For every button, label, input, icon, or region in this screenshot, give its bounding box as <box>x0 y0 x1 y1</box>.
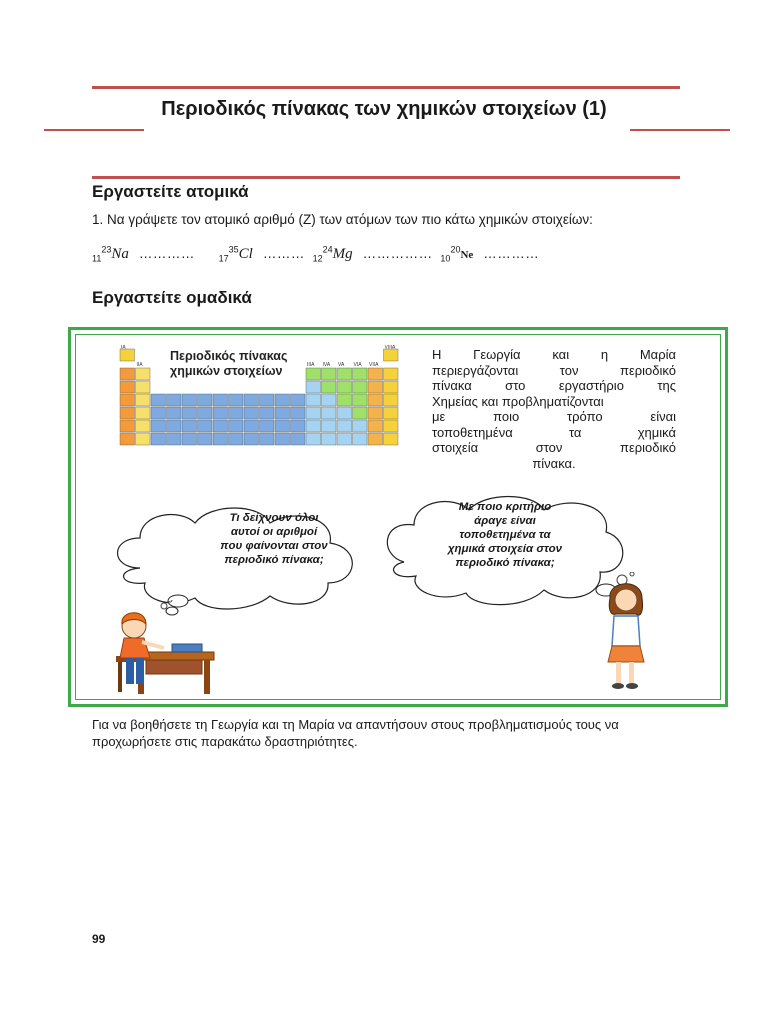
element-cell <box>306 420 321 432</box>
element-cell <box>120 381 135 393</box>
group-label: IIIA <box>307 362 315 368</box>
element-cell <box>306 381 321 393</box>
element-cell <box>182 407 197 419</box>
element-cell <box>337 381 352 393</box>
element-ne: $_{10}^{20}$Ne ………… <box>440 244 540 264</box>
element-cell <box>182 394 197 406</box>
element-cell <box>136 368 151 380</box>
element-cell <box>229 394 244 406</box>
element-cell <box>120 407 135 419</box>
element-cell <box>120 433 135 445</box>
group-label: IA <box>121 345 126 351</box>
element-cell <box>322 394 337 406</box>
element-cell <box>260 420 275 432</box>
story-text: Η Γεωργία και η Μαρία περιεργάζονται τον περιοδικό πίνακα στο εργαστήριο της Χημείας και προβληματίζονται με ποιο τρόπο είναι τοποθετημένα τα χημικά στοιχεία στον περιοδικό πίνακα. <box>432 347 676 471</box>
element-cell <box>198 394 213 406</box>
element-cell <box>322 381 337 393</box>
element-cell <box>275 433 290 445</box>
element-cell <box>260 394 275 406</box>
element-cell <box>151 420 166 432</box>
element-cell <box>244 433 259 445</box>
periodic-table-image <box>118 345 418 475</box>
element-cell <box>120 420 135 432</box>
element-cell <box>291 420 306 432</box>
element-cell <box>244 420 259 432</box>
answer-blank[interactable]: ………… <box>138 245 195 261</box>
element-cell <box>151 407 166 419</box>
element-cell <box>136 394 151 406</box>
answer-blank[interactable]: ……… <box>262 245 305 261</box>
element-cell <box>260 433 275 445</box>
title-rule-left <box>44 129 144 131</box>
element-cell <box>306 433 321 445</box>
element-cell <box>353 420 368 432</box>
page-title: Περιοδικός πίνακας των χημικών στοιχείων (1) <box>161 98 607 120</box>
element-cl: $_{17}^{35}$Cl ……… <box>218 244 305 264</box>
element-cell <box>353 407 368 419</box>
element-cell <box>275 420 290 432</box>
element-cell <box>167 394 182 406</box>
section-heading-individual: Εργαστείτε ατομικά <box>92 182 249 201</box>
element-cell <box>368 381 383 393</box>
element-cell <box>136 433 151 445</box>
element-cell <box>384 381 399 393</box>
answer-blank[interactable]: ………… <box>483 245 540 261</box>
group-label: IVA <box>322 362 331 368</box>
element-cell <box>384 349 399 361</box>
element-cell <box>182 420 197 432</box>
element-cell <box>384 420 399 432</box>
element-cell <box>167 420 182 432</box>
element-cell <box>337 368 352 380</box>
element-cell <box>198 420 213 432</box>
element-cell <box>322 433 337 445</box>
element-cell <box>306 368 321 380</box>
element-cell <box>213 407 228 419</box>
element-cell <box>229 407 244 419</box>
element-cell <box>244 394 259 406</box>
element-cell <box>151 394 166 406</box>
element-cell <box>353 381 368 393</box>
element-cell <box>384 394 399 406</box>
element-cell <box>337 433 352 445</box>
question-1: 1. Να γράψετε τον ατομικό αριθμό (Z) των ατόμων των πιο κάτω χημικών στοιχείων: <box>92 212 593 227</box>
group-label: VIIIA <box>384 345 396 351</box>
element-cell <box>368 407 383 419</box>
element-cell <box>337 407 352 419</box>
element-cell <box>244 407 259 419</box>
element-cell <box>213 420 228 432</box>
group-label: VIA <box>353 362 362 368</box>
element-cell <box>167 433 182 445</box>
element-cell <box>229 420 244 432</box>
element-cell <box>136 381 151 393</box>
element-cell <box>167 407 182 419</box>
outro-text: Για να βοηθήσετε τη Γεωργία και τη Μαρία να απαντήσουν στους προβληματισμούς τους να προχωρήσετε στις παρακάτω δραστηριότητες. <box>92 717 619 749</box>
element-cell <box>198 407 213 419</box>
element-cell <box>322 420 337 432</box>
group-label: IIA <box>136 362 143 368</box>
element-cell <box>120 368 135 380</box>
title-rule-bottom <box>92 176 680 179</box>
element-cell <box>136 420 151 432</box>
element-cell <box>198 433 213 445</box>
group-label: VIIA <box>369 362 379 368</box>
element-cell <box>368 433 383 445</box>
element-cell <box>291 394 306 406</box>
element-cell <box>353 368 368 380</box>
element-cell <box>260 407 275 419</box>
element-list <box>92 244 543 263</box>
element-cell <box>353 394 368 406</box>
bubble-right-text: Με ποιο κριτήριο άραγε είναι τοποθετημένα τα χημικά στοιχεία στον περιοδικό πίνακα; <box>447 501 563 569</box>
title-rule-right <box>630 129 730 131</box>
element-cell <box>337 394 352 406</box>
element-cell <box>120 394 135 406</box>
answer-blank[interactable]: …………… <box>362 245 433 261</box>
element-cell <box>306 407 321 419</box>
element-cell <box>182 433 197 445</box>
group-label: VA <box>338 362 345 368</box>
element-cell <box>322 407 337 419</box>
element-cell <box>368 394 383 406</box>
element-cell <box>275 394 290 406</box>
element-cell <box>368 368 383 380</box>
element-na: $_{11}^{23}$Na ………… <box>92 244 195 264</box>
element-cell <box>291 433 306 445</box>
title-rule-top <box>92 86 680 89</box>
periodic-table-title: Περιοδικός πίνακας <box>170 349 288 363</box>
element-cell <box>384 407 399 419</box>
element-cell <box>384 433 399 445</box>
page-number: 99 <box>92 932 106 946</box>
element-cell <box>120 349 135 361</box>
standing-girl-illustration <box>596 572 660 692</box>
element-cell <box>368 420 383 432</box>
element-cell <box>337 420 352 432</box>
element-cell <box>353 433 368 445</box>
element-cell <box>213 433 228 445</box>
element-cell <box>229 433 244 445</box>
girl-at-desk-illustration <box>106 600 218 695</box>
element-cell <box>151 433 166 445</box>
element-cell <box>291 407 306 419</box>
element-cell <box>322 368 337 380</box>
element-cell <box>306 394 321 406</box>
section-heading-group: Εργαστείτε ομαδικά <box>92 288 252 307</box>
element-cell <box>213 394 228 406</box>
bubble-left-text: Τι δείχνουν όλοι αυτοί οι αριθμοί που φαίνονται στον περιοδικό πίνακα; <box>220 512 328 566</box>
element-cell <box>275 407 290 419</box>
periodic-table-subtitle: χημικών στοιχείων <box>170 364 283 378</box>
element-cell <box>136 407 151 419</box>
element-mg: $_{12}^{24}$Mg …………… <box>312 244 433 264</box>
element-cell <box>384 368 399 380</box>
